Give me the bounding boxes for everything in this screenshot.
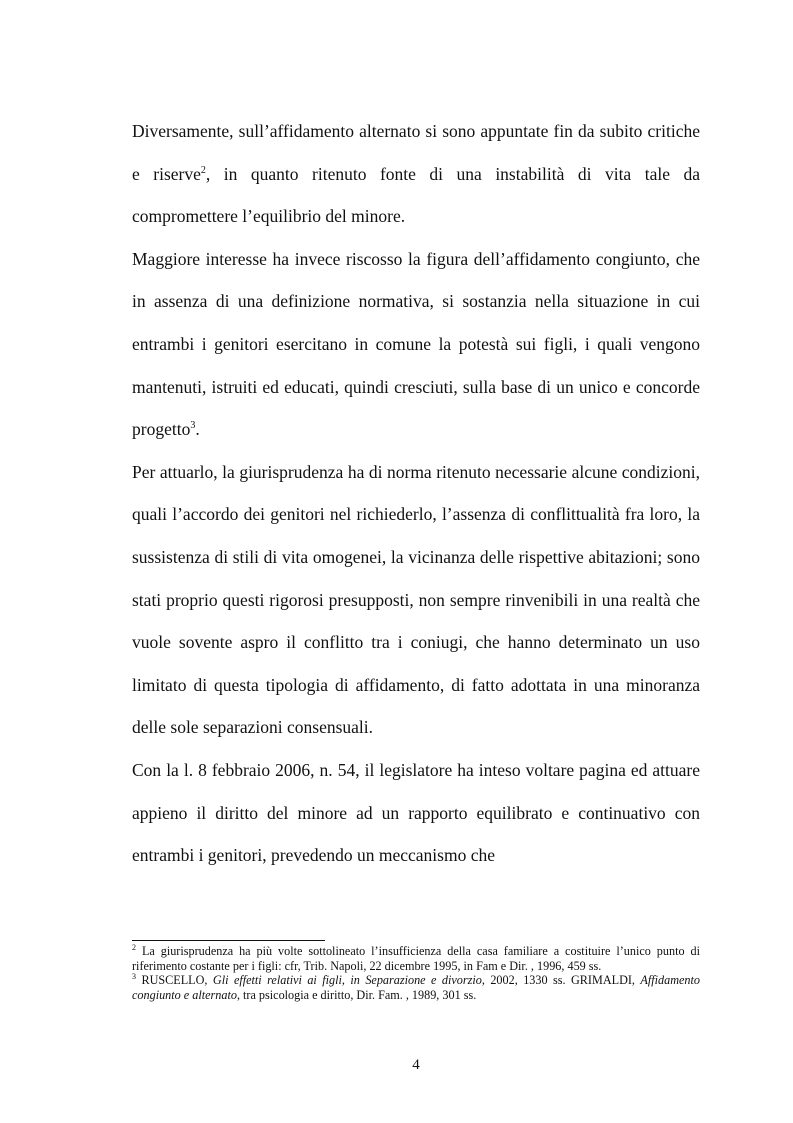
footnote-2 <box>132 944 700 973</box>
paragraph-1-text: Diversamente, sull’affidamento alternato si sono appuntate fin da subito critiche e riserve <box>132 121 700 184</box>
footnote-number-2: 2 <box>132 943 136 952</box>
body-text <box>132 110 700 877</box>
document-page <box>132 0 700 1123</box>
paragraph-3-text: Per attuarlo, la giurisprudenza ha di norma ritenuto necessarie alcune condizioni, quali l’accordo dei genitori nel richiederlo, l’assenza di conflittualità fra loro, la sussistenza di stili di vita omogenei, la vicinanza delle rispettive abitazioni; sono stati proprio questi rigorosi presupposti, non sempre rinvenibili in una realtà che vuole sovente aspro il conflitto tra i coniugi, che hanno determinato un uso limitato di questa tipologia di affidamento, di fatto adottata in una minoranza delle sole separazioni consensuali. <box>132 461 700 738</box>
paragraph-4 <box>132 749 700 877</box>
paragraph-1 <box>132 110 700 238</box>
paragraph-4-text: Con la l. 8 febbraio 2006, n. 54, il legislatore ha inteso voltare pagina ed attuare appieno il diritto del minore ad un rapporto equilibrato e continuativo con entrambi i genitori, prevedendo un meccanismo che <box>132 759 700 866</box>
footnote-3 <box>132 973 700 1002</box>
footnote-3-ref-2: , tra psicologia e diritto, Dir. Fam. , 1989, 301 ss. <box>236 987 477 1002</box>
paragraph-2-text-cont: . <box>195 419 200 440</box>
page-number: 4 <box>412 1057 420 1073</box>
footnote-3-title-1: Gli effetti relativi ai figli, in Separazione e divorzio <box>212 973 482 987</box>
footnote-number-3: 3 <box>132 972 136 981</box>
paragraph-3 <box>132 451 700 749</box>
paragraph-1-text-cont: , in quanto ritenuto fonte di una instabilità di vita tale da compromettere l’equilibrio del minore. <box>132 163 700 227</box>
footnote-3-ref-1: , 2002, 1330 ss. GRIMALDI, <box>481 973 641 987</box>
footnote-ref-3[interactable]: 3 <box>190 420 196 432</box>
paragraph-2-text: Maggiore interesse ha invece riscosso la figura dell’affidamento congiunto, che in assenza di una definizione normativa, si sostanzia nella situazione in cui entrambi i genitori esercitano in comune la potestà sui figli, i quali vengono mantenuti, istruiti ed educati, quindi cresciuti, sulla base di un unico e concorde progetto <box>132 248 700 440</box>
footnote-3-author: RUSCELLO, <box>136 973 213 987</box>
paragraph-2 <box>132 238 700 451</box>
footnote-2-text: La giurisprudenza ha più volte sottolineato l’insufficienza della casa familiare a costituire l’unico punto di riferimento costante per i figli: cfr, Trib. Napoli, 22 dicembre 1995, in Fam e Dir. , 1996, 459 ss. <box>132 944 700 973</box>
footnote-ref-2[interactable]: 2 <box>200 164 206 176</box>
footnotes <box>132 944 700 1002</box>
footnote-separator <box>132 940 325 941</box>
footnote-3-title-2: Affidamento congiunto e alternato <box>132 973 700 1002</box>
